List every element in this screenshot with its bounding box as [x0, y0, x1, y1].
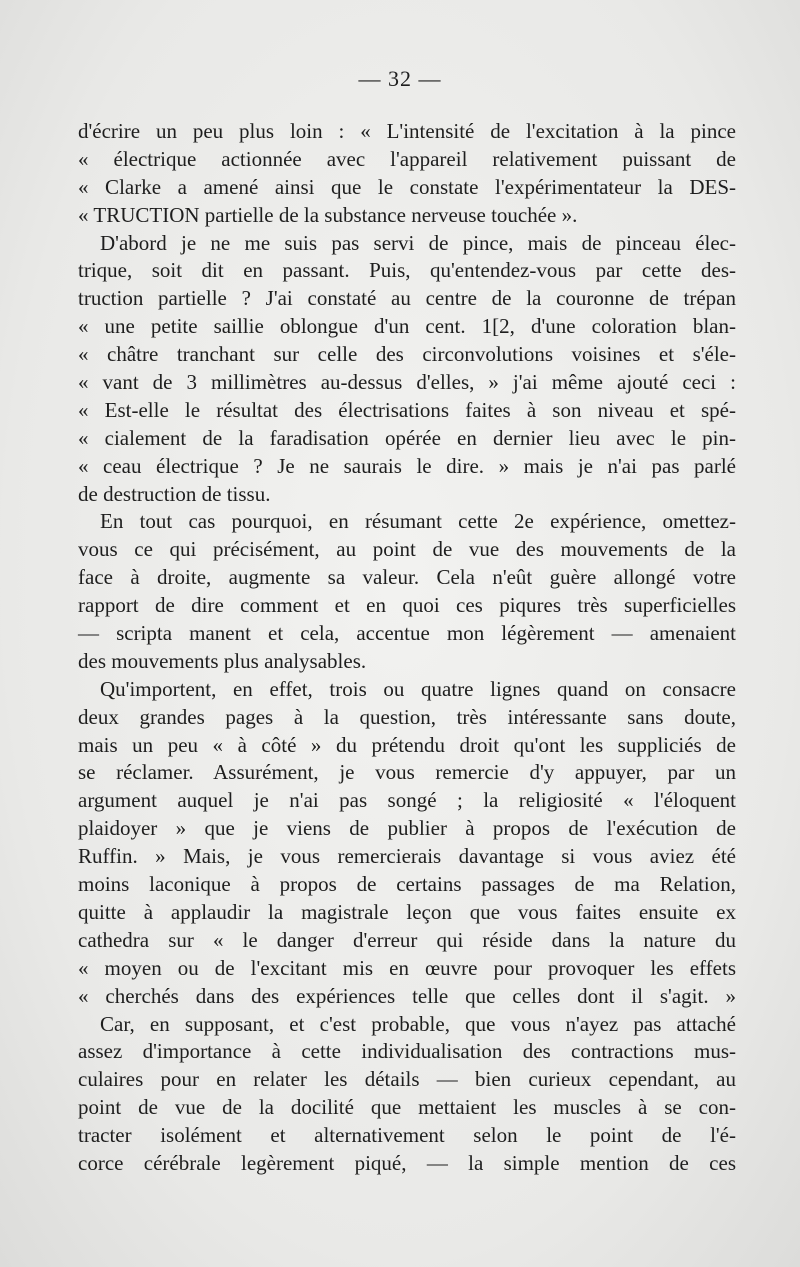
text-line: culaires pour en relater les détails — bien curieux cependant, au — [78, 1067, 736, 1092]
text-line: « une petite saillie oblongue d'un cent. 1[2, d'une coloration blan- — [78, 314, 736, 339]
text-line: mais un peu « à côté » du prétendu droit qu'ont les suppliciés de — [78, 732, 736, 757]
text-line: argument auquel je n'ai pas songé ; la religiosité « l'éloquent — [78, 788, 736, 813]
text-line: « électrique actionnée avec l'appareil relativement puissant de — [78, 146, 736, 171]
text-line: D'abord je ne me suis pas servi de pince, mais de pinceau élec- — [100, 230, 736, 255]
text-line: vous ce qui précisément, au point de vue des mouvements de la — [78, 537, 736, 562]
text-line: point de vue de la docilité que mettaient les muscles à se con- — [78, 1095, 736, 1120]
text-line: se réclamer. Assurément, je vous remercie d'y appuyer, par un — [78, 760, 736, 785]
body-text — [78, 118, 736, 1178]
page-number: — 32 — — [358, 66, 442, 91]
text-line: tracter isolément et alternativement selon le point de l'é- — [78, 1123, 736, 1148]
text-line: de destruction de tissu. — [78, 481, 271, 506]
text-line: trique, soit dit en passant. Puis, qu'entendez-vous par cette des- — [78, 258, 736, 283]
text-line: deux grandes pages à la question, très intéressante sans doute, — [78, 704, 736, 729]
text-line: d'écrire un peu plus loin : « L'intensité de l'excitation à la pince — [78, 119, 736, 143]
text-line: rapport de dire comment et en quoi ces piqures très superficielles — [78, 593, 736, 618]
text-line: « TRUCTION partielle de la substance nerveuse touchée ». — [78, 202, 578, 227]
text-line: truction partielle ? J'ai constaté au centre de la couronne de trépan — [78, 286, 736, 311]
text-line: face à droite, augmente sa valeur. Cela n'eût guère allongé votre — [78, 565, 736, 590]
text-line: Ruffin. » Mais, je vous remercierais davantage si vous aviez été — [78, 844, 736, 869]
text-line: « châtre tranchant sur celle des circonvolutions voisines et s'éle- — [78, 342, 736, 367]
text-line: cathedra sur « le danger d'erreur qui réside dans la nature du — [78, 927, 736, 952]
text-line: « cialement de la faradisation opérée en dernier lieu avec le pin- — [78, 425, 736, 450]
text-line: moins laconique à propos de certains passages de ma Relation, — [78, 872, 736, 897]
text-line: assez d'importance à cette individualisation des contractions mus- — [78, 1039, 736, 1064]
text-line: quitte à applaudir la magistrale leçon que vous faites ensuite ex — [78, 899, 736, 924]
text-line: En tout cas pourquoi, en résumant cette 2e expérience, omettez- — [100, 509, 736, 534]
text-line: plaidoyer » que je viens de publier à propos de l'exécution de — [78, 816, 736, 841]
text-line: « Clarke a amené ainsi que le constate l'expérimentateur la DES- — [78, 174, 736, 199]
text-line: « cherchés dans des expériences telle que celles dont il s'agit. » — [78, 983, 736, 1008]
text-line: « moyen ou de l'excitant mis en œuvre pour provoquer les effets — [78, 955, 736, 980]
text-line: Qu'importent, en effet, trois ou quatre lignes quand on consacre — [100, 676, 736, 701]
text-line: « ceau électrique ? Je ne saurais le dire. » mais je n'ai pas parlé — [78, 453, 736, 478]
text-line: corce cérébrale legèrement piqué, — la simple mention de ces — [78, 1150, 736, 1175]
text-line: « vant de 3 millimètres au-dessus d'elles, » j'ai même ajouté ceci : — [78, 370, 736, 395]
text-line: Car, en supposant, et c'est probable, que vous n'ayez pas attaché — [100, 1011, 736, 1036]
text-line: « Est-elle le résultat des électrisations faites à son niveau et spé- — [78, 397, 736, 422]
text-line: des mouvements plus analysables. — [78, 648, 367, 673]
text-line: — scripta manent et cela, accentue mon légèrement — amenaient — [78, 621, 736, 646]
